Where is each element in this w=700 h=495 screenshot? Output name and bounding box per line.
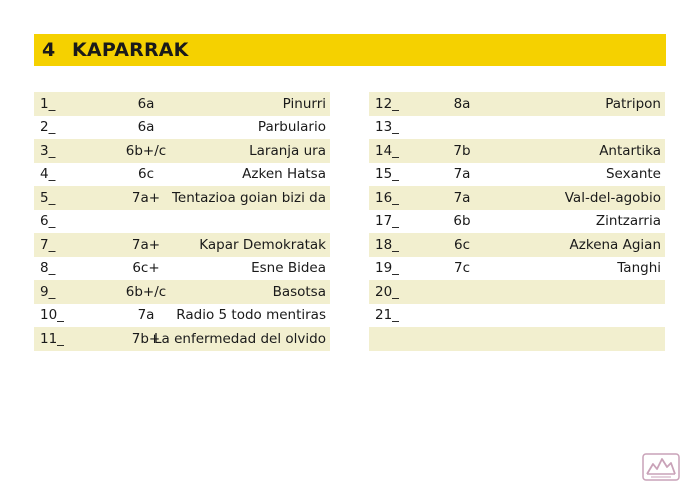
table-row [369,257,665,281]
route-number: 12_ [375,95,399,112]
route-name: Zintzarria [595,213,661,230]
route-number: 9_ [40,283,56,300]
mountain-logo-icon [641,452,681,482]
route-number: 20_ [375,283,399,300]
table-row [34,327,330,351]
table-row [369,139,665,163]
route-name: Azkena Agian [569,236,661,253]
route-name: La enfermedad del olvido [154,330,326,347]
table-row [34,233,330,257]
route-grade: 7a+ [131,236,161,253]
route-number: 4_ [40,166,56,183]
route-grade: 7a [453,189,471,206]
route-grade: 6b+/c [125,283,167,300]
route-number: 10_ [40,307,64,324]
route-grade: 6a [137,95,155,112]
route-grade: 7c [453,260,470,277]
route-name: Val-del-agobio [564,189,661,206]
table-row [34,139,330,163]
table-row [34,280,330,304]
route-grade: 7a+ [131,189,161,206]
route-number: 15_ [375,166,399,183]
route-grade: 6b [453,213,471,230]
table-row [34,116,330,140]
section-number: 4 [42,39,56,61]
route-number: 7_ [40,236,56,253]
route-grade: 7b+ [131,330,161,347]
table-row [369,210,665,234]
route-number: 14_ [375,142,399,159]
route-number: 19_ [375,260,399,277]
route-name: Patripon [605,95,661,112]
route-number: 1_ [40,95,56,112]
route-grade: 8a [453,95,471,112]
table-row [369,116,665,140]
route-grade: 6c [137,166,154,183]
table-row [34,186,330,210]
route-number: 6_ [40,213,56,230]
route-name: Kapar Demokratak [199,236,326,253]
route-name: Parbulario [257,119,326,136]
table-row [369,163,665,187]
route-grade: 6a [137,119,155,136]
route-name: Radio 5 todo mentiras [176,307,326,324]
route-grade: 6b+/c [125,142,167,159]
table-row [369,92,665,116]
route-number: 21_ [375,307,399,324]
routes-table-right [369,92,665,351]
table-row [369,304,665,328]
route-grade: 7b [453,142,471,159]
table-row [369,186,665,210]
route-name: Sexante [605,166,661,183]
route-grade: 7a [137,307,155,324]
route-name: Tentazioa goian bizi da [171,189,326,206]
section-header [34,34,666,66]
route-grade: 6c+ [132,260,160,277]
route-grade: 6c [453,236,470,253]
routes-table-left [34,92,330,351]
route-number: 11_ [40,330,64,347]
route-name: Antartika [599,142,661,159]
table-row [34,163,330,187]
route-name: Laranja ura [249,142,326,159]
table-row [369,327,665,351]
route-grade: 7a [453,166,471,183]
route-name: Basotsa [272,283,326,300]
table-row [34,210,330,234]
route-name: Esne Bidea [251,260,326,277]
route-name: Tanghi [617,260,661,277]
table-row [34,304,330,328]
route-name: Pinurri [282,95,326,112]
table-row [34,92,330,116]
route-number: 18_ [375,236,399,253]
route-number: 17_ [375,213,399,230]
route-number: 5_ [40,189,56,206]
route-name: Azken Hatsa [242,166,326,183]
table-row [369,233,665,257]
route-number: 13_ [375,119,399,136]
route-number: 8_ [40,260,56,277]
route-number: 2_ [40,119,56,136]
table-row [369,280,665,304]
route-number: 3_ [40,142,56,159]
route-number: 16_ [375,189,399,206]
table-row [34,257,330,281]
section-title: KAPARRAK [72,39,189,61]
